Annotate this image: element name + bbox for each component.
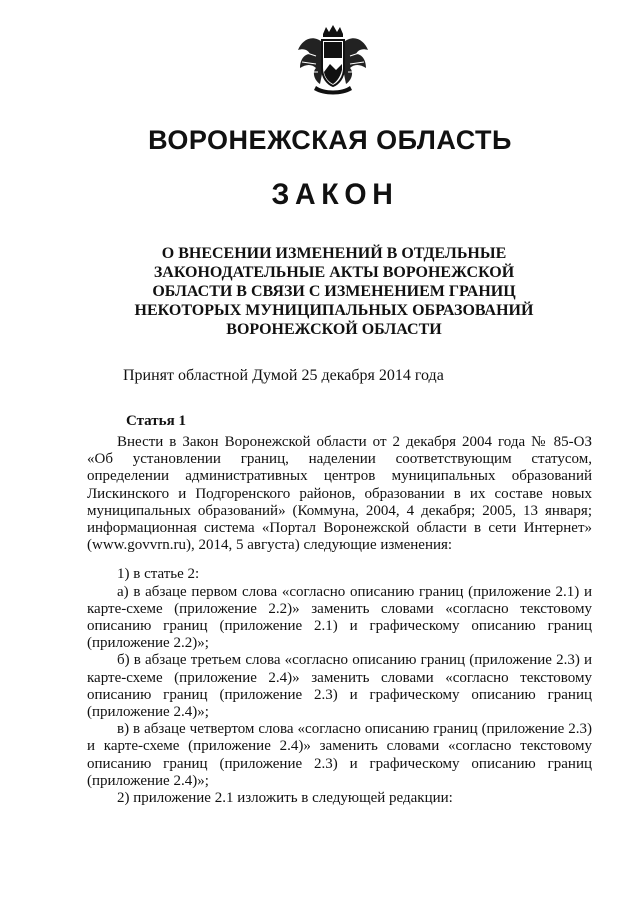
amendment-item: в) в абзаце четвертом слова «согласно описанию границ (приложение 2.3) и карте-схеме (приложение 2.4)» заменить словами «согласно текстовому описанию границ (приложение 2.3) и графическому описанию границ (приложение 2.4)»; bbox=[87, 721, 592, 789]
article-heading: Статья 1 bbox=[126, 413, 186, 429]
law-title-line: ОБЛАСТИ В СВЯЗИ С ИЗМЕНЕНИЕМ ГРАНИЦ bbox=[152, 283, 516, 300]
law-title-line: О ВНЕСЕНИИ ИЗМЕНЕНИЙ В ОТДЕЛЬНЫЕ bbox=[161, 245, 507, 262]
law-title-line: НЕКОТОРЫХ МУНИЦИПАЛЬНЫХ ОБРАЗОВАНИЙ bbox=[134, 302, 534, 319]
law-title-line: ВОРОНЕЖСКОЙ ОБЛАСТИ bbox=[226, 321, 442, 338]
amendment-item: б) в абзаце третьем слова «согласно описанию границ (приложение 2.3) и карте-схеме (приложение 2.4)» заменить словами «согласно текстовому описанию границ (приложение 2.3) и графическому описанию границ (приложение 2.4)»; bbox=[87, 652, 592, 721]
article-intro: Внести в Закон Воронежской области от 2 декабря 2004 года № 85-ОЗ «Об установлении границ, наделении соответствующим статусом, определении административных центров муниципальных образований Лискинского и Подгоренского районов, образовании в их составе новых муниципальных образований» (Коммуна, 2004, 4 декабря; 2005, 13 января; информационная система «Портал Воронежской области в сети Интернет» (www.govvrn.ru), 2014, 5 августа) следующие изменения: bbox=[87, 434, 592, 554]
article-body bbox=[87, 434, 592, 807]
adoption-note: Принят областной Думой 25 декабря 2014 года bbox=[123, 367, 444, 384]
amendment-item: 2) приложение 2.1 изложить в следующей редакции: bbox=[117, 790, 453, 807]
amendment-item: 1) в статье 2: bbox=[117, 566, 200, 583]
law-title bbox=[0, 244, 640, 339]
law-title-line: ЗАКОНОДАТЕЛЬНЫЕ АКТЫ ВОРОНЕЖСКОЙ bbox=[153, 264, 515, 281]
region-name: ВОРОНЕЖСКАЯ ОБЛАСТЬ bbox=[148, 125, 512, 155]
amendment-item: а) в абзаце первом слова «согласно описанию границ (приложение 2.1) и карте-схеме (приложение 2.2)» заменить словами «согласно текстовому описанию границ (приложение 2.1) и графическому описанию границ (приложение 2.2)»; bbox=[87, 583, 592, 652]
document-type: ЗАКОН bbox=[271, 178, 399, 211]
coat-of-arms-icon bbox=[292, 24, 374, 96]
